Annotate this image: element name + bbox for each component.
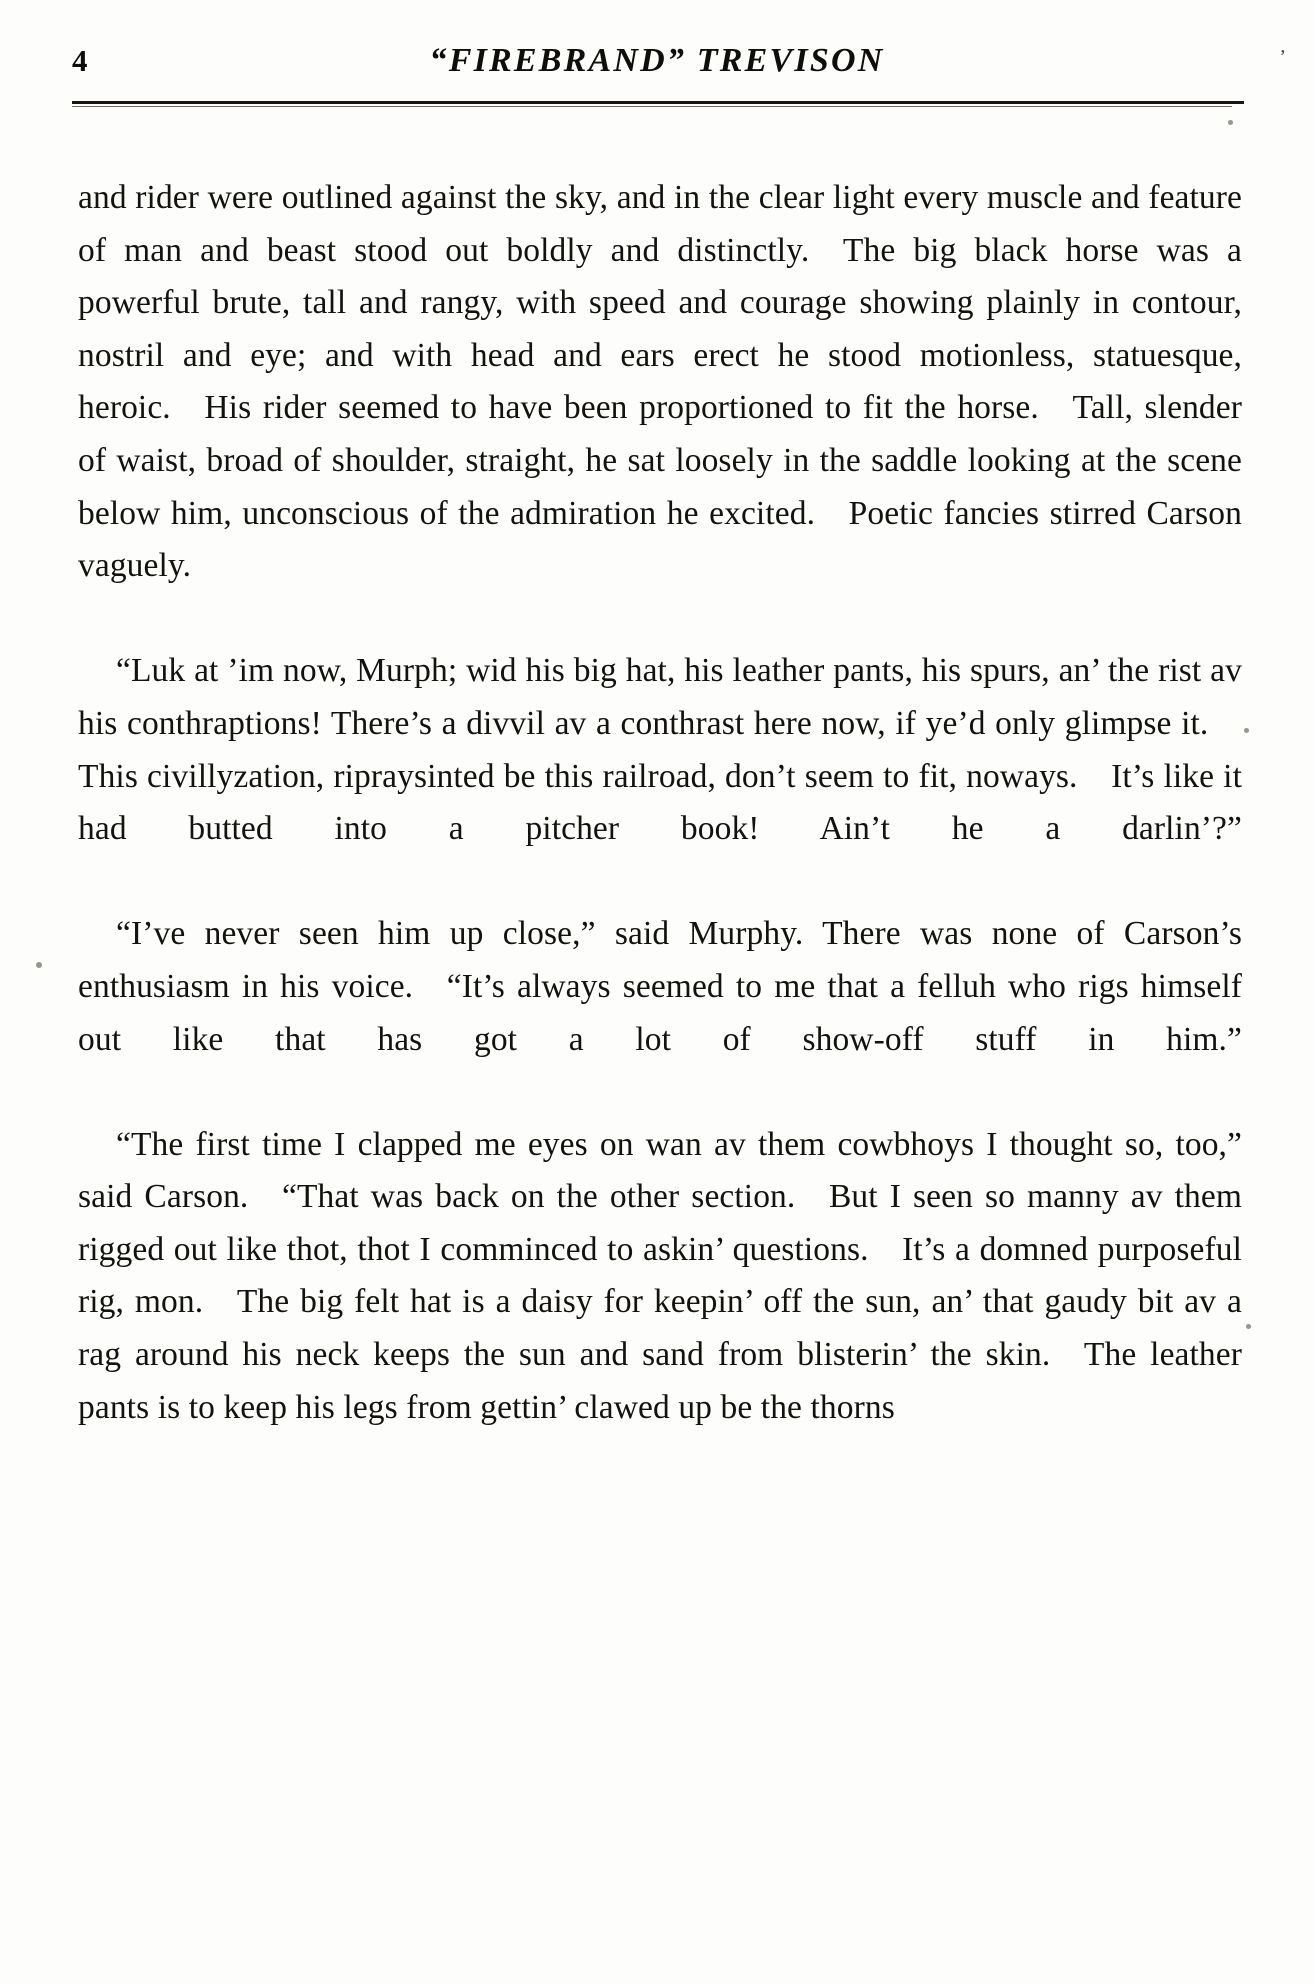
paragraph: “Luk at ’im now, Murph; wid his big hat, his leather pants, his spurs, an’ the rist av his conthraptions! There’s a divvil av a conthrast here now, if ye’d only glimpse it. This civillyzation, ripraysinted be this railroad, don’t seem to fit, noways. It’s like it had butted into a pitcher book! Ain’t he a darlin’?” — [78, 652, 1242, 848]
page-number: 4 — [72, 43, 88, 78]
header-rule — [72, 101, 1244, 104]
running-title: “FIREBRAND” TREVISON — [429, 42, 885, 79]
paper-speck — [1244, 728, 1249, 733]
margin-mark: ’ — [1279, 46, 1286, 68]
paper-speck — [1246, 1324, 1251, 1329]
paragraph: “The first time I clapped me eyes on wan av them cowbhoys I thought so, too,” said Carson. “That was back on the other section. But I seen so manny av them rigged out like thot, thot I comminced to askin’ questions. It’s a domned purposeful rig, mon. The big felt hat is a daisy for keepin’ off the sun, an’ that gaudy bit av a rag around his neck keeps the sun and sand from blisterin’ the skin. The leather pants is to keep his legs from gettin’ clawed up be the thorns — [78, 1125, 1242, 1426]
paper-speck — [1228, 120, 1233, 125]
paragraph: “I’ve never seen him up close,” said Murphy. There was none of Carson’s enthusiasm in his voice. “It’s always seemed to me that a felluh who rigs himself out like that has got a lot of show-off stuff in him.” — [78, 915, 1242, 1058]
header-rule-secondary — [72, 106, 1232, 107]
paragraph: and rider were outlined against the sky, and in the clear light every muscle and feature of man and beast stood out boldly and distinctly. The big black horse was a powerful brute, tall and rangy, with speed and courage showing plainly in contour, nostril and eye; and with head and ears erect he stood motionless, statuesque, heroic. His rider seemed to have been proportioned to fit the horse. Tall, slender of waist, broad of shoulder, straight, he sat loosely in the saddle looking at the scene below him, unconscious of the admiration he excited. Poetic fancies stirred Carson vaguely. — [78, 179, 1242, 585]
paper-speck — [36, 962, 42, 968]
page-body — [78, 172, 1242, 1434]
page-header — [72, 42, 1242, 100]
